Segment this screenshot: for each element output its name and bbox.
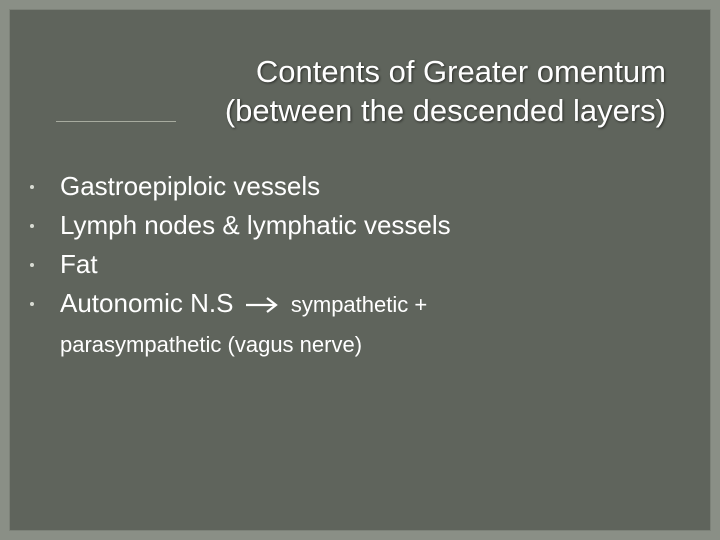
slide-title xyxy=(225,52,666,130)
list-item xyxy=(30,245,451,284)
bullet-text: Lymph nodes & lymphatic vessels xyxy=(60,210,451,240)
list-item xyxy=(30,206,451,245)
bullet-icon xyxy=(30,263,34,267)
bullet-text: Fat xyxy=(60,249,98,279)
bullet-text: Autonomic N.S xyxy=(60,288,234,318)
bullet-continuation: parasympathetic (vagus nerve) xyxy=(60,332,363,357)
title-divider xyxy=(56,121,176,122)
bullet-icon xyxy=(30,302,34,306)
bullet-icon xyxy=(30,224,34,228)
bullet-list xyxy=(30,167,451,366)
bullet-text: Gastroepiploic vessels xyxy=(60,171,321,201)
list-item xyxy=(30,284,451,366)
right-arrow-icon xyxy=(244,295,280,315)
list-item xyxy=(30,167,451,206)
title-line-2: (between the descended layers) xyxy=(224,93,666,128)
title-line-1: Contents of Greater omentum xyxy=(255,54,666,89)
bullet-text-after-arrow: sympathetic + xyxy=(290,292,428,317)
bullet-icon xyxy=(30,185,34,189)
